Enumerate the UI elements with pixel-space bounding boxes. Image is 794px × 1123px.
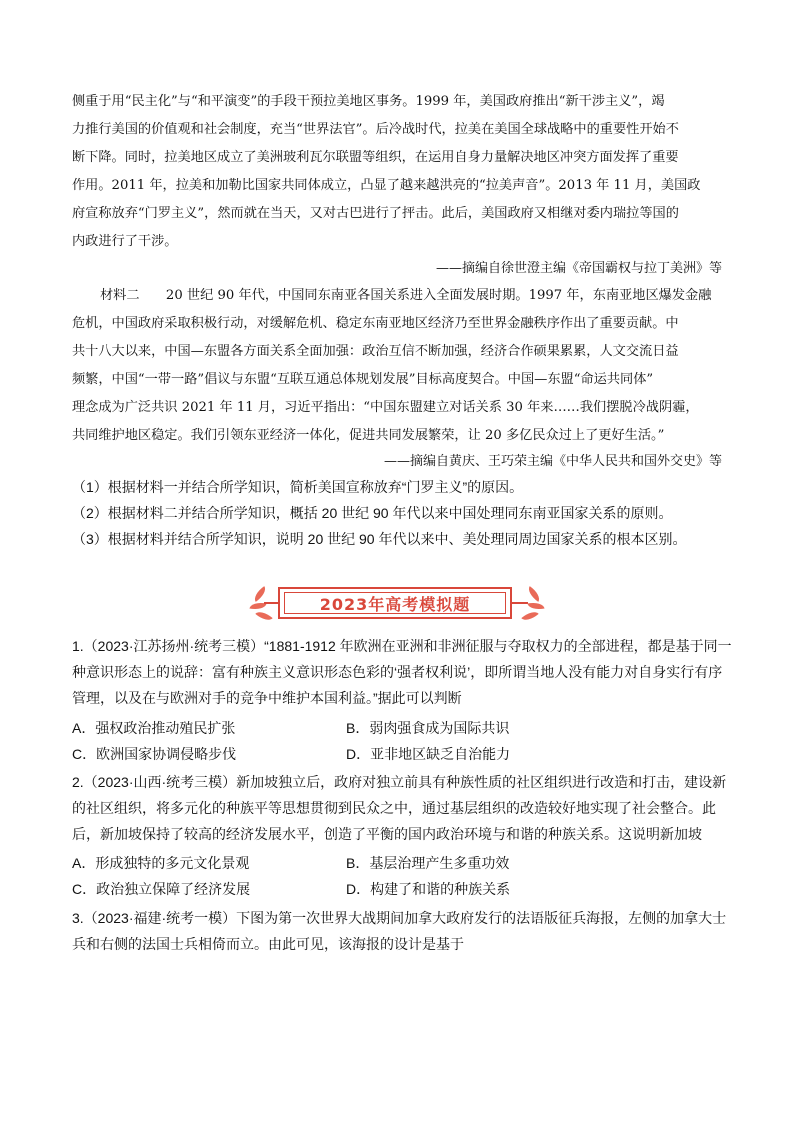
leaf-icon	[525, 586, 543, 602]
option-a[interactable]: A．强权政治推动殖民扩张	[72, 720, 236, 736]
section-banner	[250, 584, 544, 624]
banner-rule	[512, 602, 528, 604]
material-two-line: 材料二 20 世纪 90 年代，中国同东南亚各国关系进入全面发展时期。1997 年，东南亚地区爆发金融	[100, 288, 712, 303]
material-two-line: 危机，中国政府采取积极行动，对缓解危机、稳定东南亚地区经济乃至世界金融秩序作出了重要贡献。中	[72, 316, 679, 331]
option-d[interactable]: D．亚非地区缺乏自治能力	[346, 746, 511, 762]
material-one-line: 力推行美国的价值观和社会制度，充当“世界法官”。后冷战时代，拉美在美国全球战略中的重要性开始不	[72, 122, 679, 137]
leaf-icon	[255, 608, 272, 624]
material-one-line: 断下降。同时，拉美地区成立了美洲玻利瓦尔联盟等组织，在运用自身力量解决地区冲突方面发挥了重要	[72, 150, 679, 165]
question-stem-line: 后，新加坡保持了较高的经济发展水平，创造了平衡的国内政治环境与和谐的种族关系。这说明新加坡	[72, 826, 702, 842]
material-two-line: 共十八大以来，中国—东盟各方面关系全面加强：政治互信不断加强，经济合作硕果累累，人文交流日益	[72, 344, 679, 359]
material-two-line: 频繁，中国“一带一路”倡议与东盟“互联互通总体规划发展”目标高度契合。中国—东盟“命运共同体”	[72, 372, 654, 387]
material-one-line: 府宣称放弃“门罗主义”，然而就在当天，又对古巴进行了抨击。此后，美国政府又相继对委内瑞拉等国的	[72, 206, 679, 221]
sub-question: （2）根据材料二并结合所学知识，概括 20 世纪 90 年代以来中国处理同东南亚国家关系的原则。	[72, 505, 673, 521]
material-one-line: 内政进行了干涉。	[72, 234, 178, 249]
leaf-icon	[251, 586, 269, 602]
option-a[interactable]: A．形成独特的多元文化景观	[72, 855, 250, 871]
option-b[interactable]: B．基层治理产生多重功效	[346, 855, 510, 871]
question-stem-line: 的社区组织，将多元化的种族平等思想贯彻到民众之中，通过基层组织的改造较好地实现了社会整合。此	[72, 800, 716, 816]
leaf-icon	[521, 608, 538, 624]
option-c[interactable]: C．政治独立保障了经济发展	[72, 881, 251, 897]
material-one-line: 作用。2011 年，拉美和加勒比国家共同体成立，凸显了越来越洪亮的“拉美声音”。2013 年 11 月，美国政	[72, 178, 701, 193]
banner-frame	[278, 587, 512, 619]
leaf-icon	[527, 601, 544, 612]
sub-question: （1）根据材料一并结合所学知识，简析美国宣称放弃“门罗主义”的原因。	[72, 479, 524, 495]
question-stem-line: 兵和右侧的法国士兵相倚而立。由此可见，该海报的设计是基于	[72, 936, 464, 952]
material-two-line: 共同维护地区稳定。我们引领东亚经济一体化，促进共同发展繁荣，让 20 多亿民众过上了更好生活。”	[72, 428, 665, 443]
section-title: 2023年高考模拟题	[284, 592, 506, 614]
material-two-source: ——摘编自黄庆、王巧荣主编《中华人民共和国外交史》等	[383, 454, 722, 469]
sub-question: （3）根据材料并结合所学知识，说明 20 世纪 90 年代以来中、美处理同周边国家关系的根本区别。	[72, 531, 687, 547]
question-stem-line: 2.（2023·山西·统考三模）新加坡独立后，政府对独立前具有种族性质的社区组织进行改造和打击，建设新	[72, 774, 727, 790]
question-stem-line: 1.（2023·江苏扬州·统考三模）“1881-1912 年欧洲在亚洲和非洲征服与夺取权力的全部进程，都是基于同一	[72, 638, 732, 654]
material-one-source: ——摘编自徐世澄主编《帝国霸权与拉丁美洲》等	[435, 261, 722, 276]
option-b[interactable]: B．弱肉强食成为国际共识	[346, 720, 510, 736]
material-one-line: 侧重于用“民主化”与“和平演变”的手段干预拉美地区事务。1999 年，美国政府推出“新干涉主义”，竭	[72, 94, 665, 109]
option-d[interactable]: D．构建了和谐的种族关系	[346, 881, 511, 897]
question-stem-line: 管理，以及在与欧洲对手的竞争中维护本国利益。”据此可以判断	[72, 690, 462, 706]
option-c[interactable]: C．欧洲国家协调侵略步伐	[72, 746, 237, 762]
question-stem-line: 3.（2023·福建·统考一模）下图为第一次世界大战期间加拿大政府发行的法语版征兵海报，左侧的加拿大士	[72, 910, 727, 926]
question-stem-line: 种意识形态上的说辞：富有种族主义意识形态色彩的‘强者权利说’，即所谓当地人没有能力对自身实行有序	[72, 664, 723, 680]
material-two-line: 理念成为广泛共识 2021 年 11 月，习近平指出：“中国东盟建立对话关系 30 年来……我们摆脱冷战阴霾，	[72, 400, 699, 415]
